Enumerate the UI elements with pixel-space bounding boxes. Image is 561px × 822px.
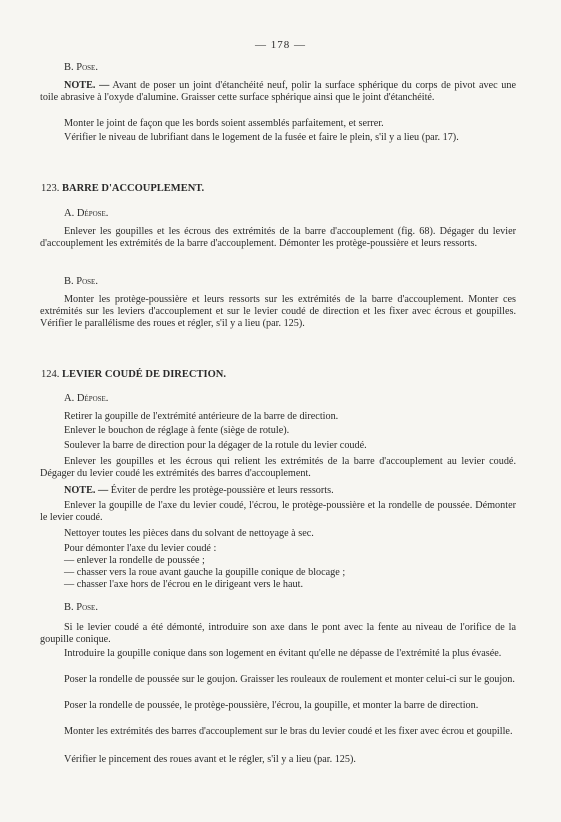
section-number: 124. bbox=[41, 369, 60, 380]
paragraph: Vérifier le pincement des roues avant et le régler, s'il y a lieu (par. 125). bbox=[64, 754, 356, 765]
section-heading-124 bbox=[41, 369, 226, 380]
paragraph: Monter les protège-poussière et leurs ressorts sur les extrémités de la barre d'accouplement. Monter ces extrémités sur les leviers d'accouplement et sur le levier coudé de direction et les fixer avec écrous et goupilles. Vérifier le parallélisme des roues et régler, s'il y a lieu (par. 125). bbox=[40, 294, 516, 329]
subheading-pose bbox=[64, 62, 98, 73]
paragraph: Monter les extrémités des barres d'accouplement sur le bras du levier coudé et les fixer avec écrou et goupille. bbox=[64, 726, 513, 737]
note-label: NOTE. — bbox=[64, 485, 109, 496]
paragraph: Pour démonter l'axe du levier coudé : bbox=[64, 543, 217, 554]
subheading-depose: A. Dépose. bbox=[64, 208, 109, 219]
paragraph: Vérifier le niveau de lubrifiant dans le logement de la fusée et faire le plein, s'il y a lieu (par. 17). bbox=[64, 132, 459, 143]
paragraph: Enlever la goupille de l'axe du levier coudé, l'écrou, le protège-poussière et la rondelle de poussée. Démonter le levier coudé. bbox=[40, 500, 516, 523]
section-heading-123 bbox=[41, 183, 204, 194]
paragraph: Si le levier coudé a été démonté, introduire son axe dans le pont avec la fente au niveau de l'orifice de la goupille conique. bbox=[40, 622, 516, 645]
paragraph: Poser la rondelle de poussée, le protège-poussière, l'écrou, la goupille, et monter la barre de direction. bbox=[64, 700, 479, 711]
bullet-list bbox=[64, 555, 345, 591]
paragraph: Enlever les goupilles et les écrous qui relient les extrémités de la barre d'accouplement au levier coudé. Dégager du levier coudé les extrémités des barres d'accouplement. bbox=[40, 456, 516, 479]
paragraph: Soulever la barre de direction pour la dégager de la rotule du levier coudé. bbox=[64, 440, 367, 451]
note-label: NOTE. — bbox=[64, 80, 110, 91]
paragraph: Nettoyer toutes les pièces dans du solvant de nettoyage à sec. bbox=[64, 528, 314, 539]
section-title: LEVIER COUDÉ DE DIRECTION. bbox=[62, 369, 226, 380]
subheading-pose: B. Pose. bbox=[64, 276, 98, 287]
paragraph: Monter le joint de façon que les bords soient assemblés parfaitement, et serrer. bbox=[64, 118, 384, 129]
paragraph: Introduire la goupille conique dans son logement en évitant qu'elle ne dépasse de l'extrémité la plus évasée. bbox=[64, 648, 502, 659]
paragraph: Retirer la goupille de l'extrémité antérieure de la barre de direction. bbox=[64, 411, 339, 422]
list-item: — chasser vers la roue avant gauche la goupille conique de blocage ; bbox=[64, 567, 346, 578]
note-paragraph bbox=[40, 485, 516, 497]
list-item: — chasser l'axe hors de l'écrou en le dirigeant vers le haut. bbox=[64, 579, 304, 590]
section-title: BARRE D'ACCOUPLEMENT. bbox=[62, 183, 205, 194]
note-text: Avant de poser un joint d'étanchéité neuf, polir la surface sphérique du corps de pivot avec une toile abrasive à l'oxyde d'alumine. Graisser cette surface sphérique ainsi que le joint d'étanchéité. bbox=[40, 80, 517, 103]
list-item: — enlever la rondelle de poussée ; bbox=[64, 555, 205, 566]
page-number: — 178 — bbox=[255, 39, 306, 51]
note-text: Éviter de perdre les protège-poussière et leurs ressorts. bbox=[110, 485, 334, 496]
paragraph: Enlever les goupilles et les écrous des extrémités de la barre d'accouplement (fig. 68). Dégager du levier d'accouplement les extrémités de la barre d'accouplement. Démonter les protège-poussière et leurs ressorts. bbox=[40, 226, 516, 249]
paragraph: Enlever le bouchon de réglage à fente (siège de rotule). bbox=[64, 425, 290, 436]
paragraph: Poser la rondelle de poussée sur le goujon. Graisser les rouleaux de roulement et monter celui-ci sur le goujon. bbox=[64, 674, 515, 685]
note-paragraph bbox=[40, 80, 516, 104]
section-number: 123. bbox=[41, 183, 60, 194]
subheading-pose: B. Pose. bbox=[64, 602, 98, 613]
subheading-depose: A. Dépose. bbox=[64, 393, 109, 404]
subheading-label: B. Pose. bbox=[64, 62, 98, 73]
